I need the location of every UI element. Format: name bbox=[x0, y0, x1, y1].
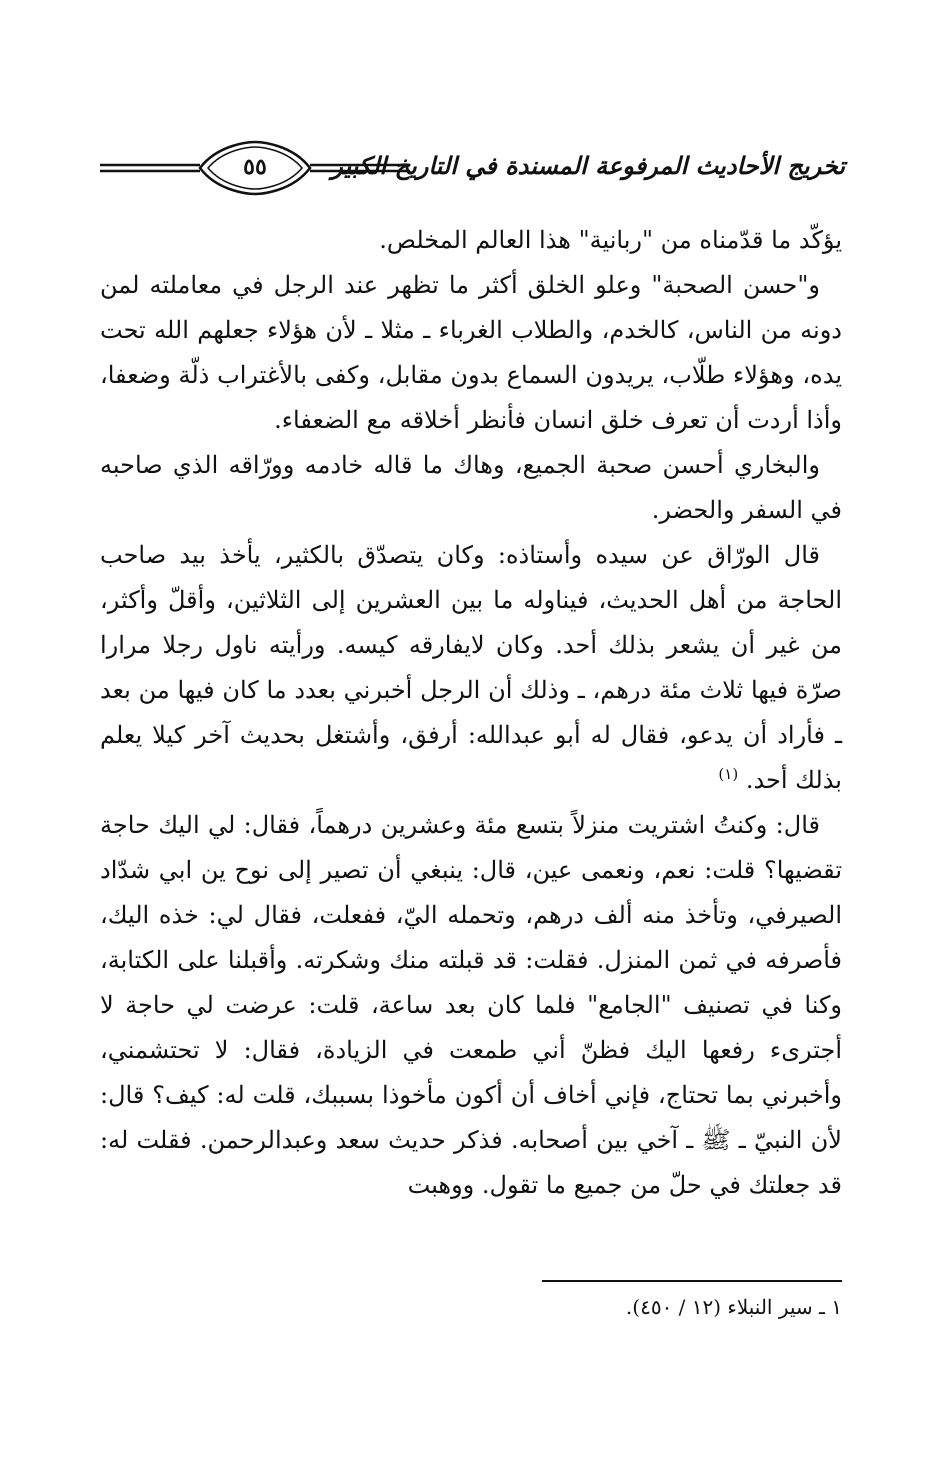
page-number: ٥٥ bbox=[243, 154, 267, 180]
footnote-separator bbox=[542, 1280, 842, 1282]
paragraph bbox=[100, 218, 842, 263]
paragraph-text: قال الورّاق عن سيده وأستاذه: وكان يتصدّق بالكثير، يأخذ بيد صاحب الحاجة من أهل الحديث، فيناوله ما بين العشرين إلى الثلاثين، وأقلّ وأكثر، من غير أن يشعر بذلك أحد. وكان لايفارقه كيسه. ورأيته ناول رجلا مرارا صرّة فيها ثلاث مئة درهم، ـ وذلك أن الرجل أخبرني بعدد ما كان فيها من بعد ـ فأراد أن يدعو، فقال له أبو عبدالله: أرفق، وأشتغل بحديث آخر كيلا يعلم بذلك أحد. bbox=[100, 541, 842, 794]
footnote: ١ ـ سير النبلاء (١٢ / ٤٥٠). bbox=[625, 1295, 842, 1319]
paragraph bbox=[100, 443, 842, 533]
paragraph bbox=[100, 263, 842, 443]
paragraph-text: و"حسن الصحبة" وعلو الخلق أكثر ما تظهر عند الرجل في معاملته لمن دونه من الناس، كالخدم، والطلاب الغرباء ـ مثلا ـ لأن هؤلاء جعلهم الله تحت يده، وهؤلاء طلّاب، يريدون السماع بدون مقابل، وكفى بالأغتراب ذلّة وضعفا، وأذا أردت أن تعرف خلق انسان فأنظر أخلاقه مع الضعفاء. bbox=[100, 271, 842, 434]
header-title: تخريج الأحاديث المرفوعة المسندة في التاريخ الكبير bbox=[331, 151, 845, 180]
paragraph bbox=[100, 803, 842, 1208]
footnote-reference: (١) bbox=[718, 765, 739, 783]
running-header bbox=[100, 138, 845, 198]
paragraph-text: يؤكّد ما قدّمناه من "ربانية" هذا العالم المخلص. bbox=[379, 226, 842, 254]
paragraph-text: قال: وكنتُ اشتريت منزلاً بتسع مئة وعشرين درهماً، فقال: لي اليك حاجة تقضيها؟ قلت: نعم، ونعمى عين، قال: ينبغي أن تصير إلى نوح ين ابي شدّاد الصيرفي، وتأخذ منه ألف درهم، وتحمله اليّ، ففعلت، فقال لي: خذه اليك، فأصرفه في ثمن المنزل. فقلت: قد قبلته منك وشكرته. وأقبلنا على الكتابة، وكنا في تصنيف "الجامع" فلما كان بعد ساعة، قلت: عرضت لي حاجة لا أجترىء رفعها اليك فظنّ أني طمعت في الزيادة، فقال: لا تحتشمني، وأخبرني بما تحتاج، فإني أخاف أن أكون مأخوذا بسببك، قلت له: كيف؟ قال: لأن النبيّ ـ ﷺ ـ آخي بين أصحابه. فذكر حديث سعد وعبدالرحمن. فقلت له: قد جعلتك في حلّ من جميع ما تقول. ووهبت bbox=[100, 811, 842, 1199]
paragraph bbox=[100, 533, 842, 803]
paragraph-text: والبخاري أحسن صحبة الجميع، وهاك ما قاله خادمه وورّاقه الذي صاحبه في السفر والحضر. bbox=[100, 451, 842, 524]
main-text bbox=[100, 218, 842, 1208]
